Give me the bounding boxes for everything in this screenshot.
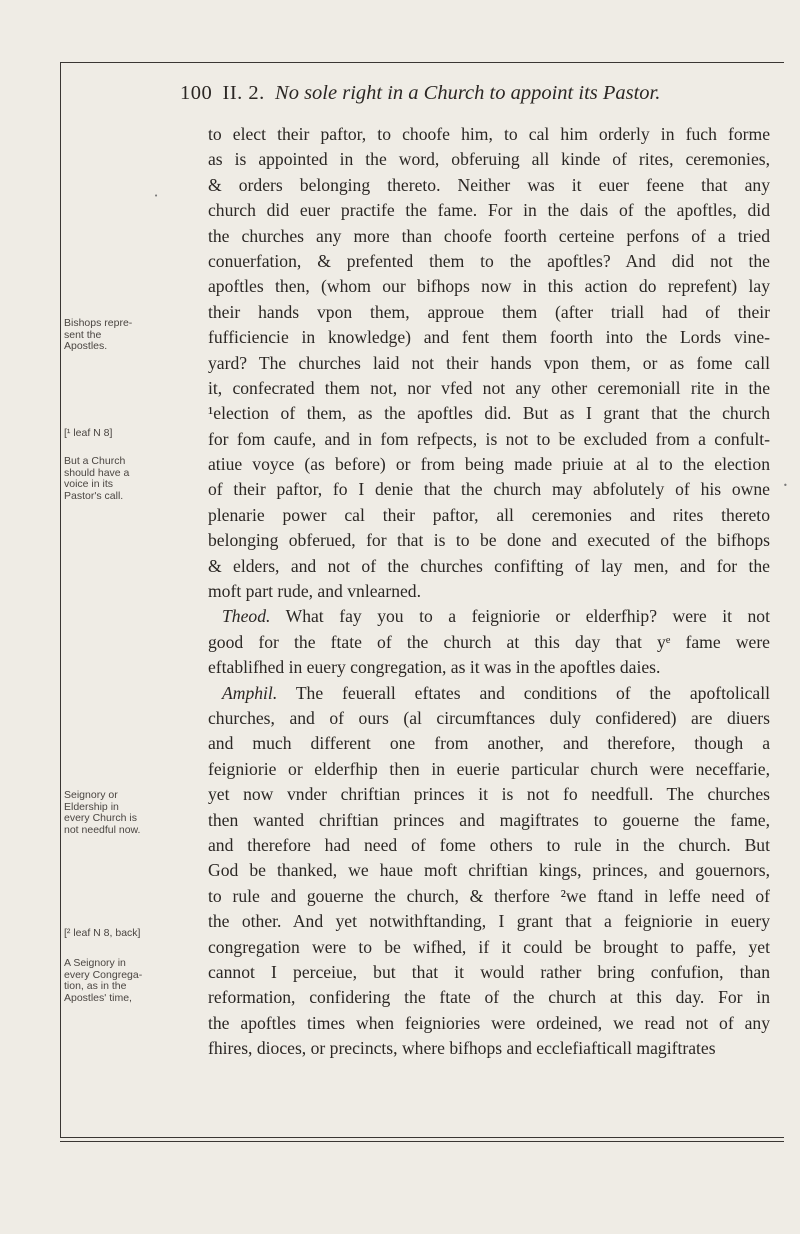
margin-note-seignory-not-needful bbox=[64, 790, 196, 836]
margin-note-line: voice in its bbox=[64, 478, 114, 490]
argument-line: moft part rude, and vnlearned. bbox=[208, 581, 421, 602]
argument-line: atiue voyce (as before) or from being made priuie at al to the election bbox=[208, 454, 770, 475]
argument-line: yard? The churches laid not their hands vpon them, or as fome call bbox=[208, 352, 770, 373]
margin-note-line: A Seignory in bbox=[64, 957, 126, 969]
paragraph-theod-first-line bbox=[208, 604, 770, 629]
amphil-line: feigniorie or elderfhip then in euerie particular church were neceffarie, bbox=[208, 758, 770, 779]
speaker-amphil: Amphil. bbox=[222, 682, 278, 703]
argument-line: & orders belonging thereto. Neither was it euer feene that any bbox=[208, 174, 770, 195]
page-number: 100 bbox=[180, 82, 213, 104]
amphil-line: fhires, dioces, or precincts, where bifhops and ecclefiafticall magiftrates bbox=[208, 1038, 716, 1059]
argument-line: plenarie power cal their paftor, all ceremonies and rites thereto bbox=[208, 504, 770, 525]
argument-line: apoftles then, (whom our bifhops now in this action do reprefent) lay bbox=[208, 276, 770, 297]
margin-note-line: Apostles. bbox=[64, 340, 108, 352]
paragraph-amphil bbox=[208, 706, 770, 1061]
frame-bottom-rule-inner bbox=[60, 1141, 784, 1142]
amphil-line: churches, and of ours (al circumftances duly confidered) are diuers bbox=[208, 707, 770, 728]
margin-note-line: not needful now. bbox=[64, 823, 141, 836]
margin-note-leaf-2 bbox=[64, 928, 196, 940]
paragraph-argument bbox=[208, 122, 770, 604]
amphil-first-line-text: The feuerall eftates and conditions of the apoftolicall bbox=[295, 682, 770, 703]
margin-note-line: every Congrega- bbox=[64, 968, 143, 981]
argument-line: ¹election of them, as the apoftles did. But as I grant that the church bbox=[208, 403, 770, 424]
ink-speck: • bbox=[783, 481, 788, 490]
ink-speck: • bbox=[154, 192, 159, 200]
paragraph-theod bbox=[208, 630, 770, 681]
margin-note-line: Pastor's call. bbox=[64, 489, 124, 502]
argument-line: fufficiencie in knowledge) and fent them foorth into the Lords vine- bbox=[208, 327, 770, 348]
running-header bbox=[180, 82, 770, 105]
margin-note-line: sent the bbox=[64, 328, 102, 341]
margin-note-church-voice bbox=[64, 456, 196, 502]
amphil-line: the other. And yet notwithftanding, I grant that a feigniorie in euery bbox=[208, 911, 770, 932]
section-number: II. 2. bbox=[222, 82, 265, 104]
amphil-line: and therefore had need of fome others to rule in the church. But bbox=[208, 834, 770, 855]
amphil-line: yet now vnder chriftian princes it is not fo needfull. The churches bbox=[208, 784, 770, 805]
amphil-line: cannot I perceiue, but that it would rather bring confufion, than bbox=[208, 961, 770, 982]
argument-line: their hands vpon them, approue them (after triall had of their bbox=[208, 301, 770, 322]
margin-note-line: Apostles' time, bbox=[64, 991, 132, 1004]
margin-note-line: But a Church bbox=[64, 455, 126, 467]
amphil-line: and much different one from another, and therefore, though a bbox=[208, 733, 770, 754]
frame-left-rule bbox=[60, 62, 61, 1137]
theod-line: eftablifhed in euery congregation, as it was in the apoftles daies. bbox=[208, 657, 661, 678]
margin-note-line: tion, as in the bbox=[64, 980, 127, 992]
frame-bottom-rule bbox=[60, 1137, 784, 1138]
argument-line: church did euer practife the fame. For in the dais of the apoftles, did bbox=[208, 200, 770, 221]
frame-top-rule bbox=[60, 62, 784, 63]
margin-note-bishops bbox=[64, 318, 196, 353]
paragraph-amphil-first-line bbox=[208, 681, 770, 706]
amphil-line: reformation, confidering the ftate of the church at this day. For in bbox=[208, 987, 770, 1008]
margin-note-line: Eldership in bbox=[64, 800, 119, 813]
theod-first-line-text: What fay you to a feigniorie or elderfhip? were it not bbox=[285, 606, 770, 627]
argument-line: belonging obferued, for that is to be done and executed of the bifhops bbox=[208, 530, 770, 551]
speaker-theod: Theod. bbox=[222, 606, 271, 627]
amphil-line: then wanted chriftian princes and magiftrates to gouerne the fame, bbox=[208, 809, 770, 830]
argument-line: as is appointed in the word, obferuing all kinde of rites, ceremonies, bbox=[208, 149, 770, 170]
amphil-line: to rule and gouerne the church, & therfore ²we ftand in leffe need of bbox=[208, 885, 770, 906]
amphil-line: the apoftles times when feigniories were ordeined, we read not of any bbox=[208, 1012, 770, 1033]
margin-note-leaf-1 bbox=[64, 428, 196, 440]
running-title: No sole right in a Church to appoint its Pastor. bbox=[275, 82, 661, 104]
margin-note-line: Bishops repre- bbox=[64, 317, 133, 329]
argument-line: conuerfation, & prefented them to the apoftles? And did not the bbox=[208, 250, 770, 271]
margin-note-line: Seignory or bbox=[64, 789, 118, 801]
margin-note-line: every Church is bbox=[64, 812, 137, 824]
margin-note-line: [¹ leaf N 8] bbox=[64, 427, 113, 439]
argument-line: to elect their paftor, to choofe him, to cal him orderly in fuch forme bbox=[208, 124, 770, 144]
margin-note-line: should have a bbox=[64, 466, 130, 479]
argument-line: & elders, and not of the churches confifting of lay men, and for the bbox=[208, 555, 770, 576]
margin-note-line: [² leaf N 8, back] bbox=[64, 927, 141, 939]
margin-note-seignory-wished bbox=[64, 958, 196, 1004]
amphil-line: congregation were to be wifhed, if it could be brought to paffe, yet bbox=[208, 936, 770, 957]
amphil-line: God be thanked, we haue moft chriftian kings, princes, and gouernors, bbox=[208, 860, 770, 881]
argument-line: it, confecrated them not, nor vfed not any other ceremoniall rite in the bbox=[208, 377, 770, 398]
argument-line: the churches any more than choofe foorth certeine perfons of a tried bbox=[208, 225, 770, 246]
theod-line: good for the ftate of the church at this day that yᵉ fame were bbox=[208, 631, 770, 652]
argument-line: for fom caufe, and in fom refpects, is not to be excluded from a confult- bbox=[208, 428, 770, 449]
argument-line: of their paftor, fo I denie that the church may abfolutely of his owne bbox=[208, 479, 770, 500]
main-text bbox=[208, 122, 770, 1061]
